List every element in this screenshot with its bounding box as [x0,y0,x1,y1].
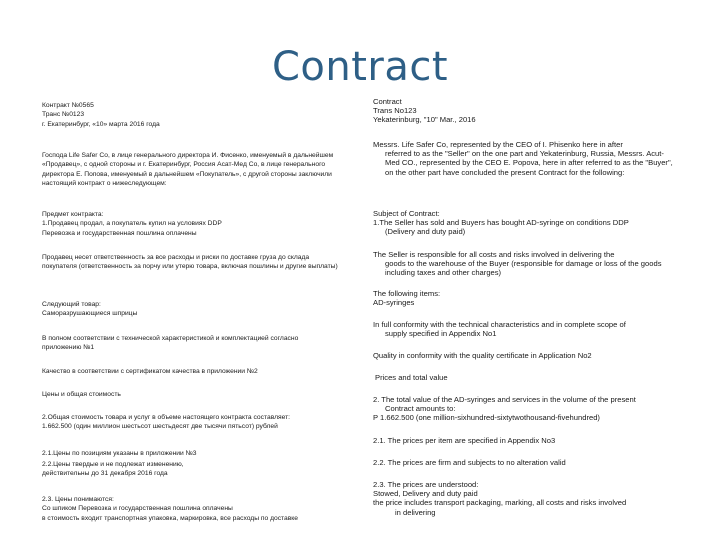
en-place-date: Yekaterinburg, "10" Mar., 2016 [373,115,476,125]
en-p22 [373,458,673,467]
ru-place-date: г. Екатеринбург, «10» марта 2016 года [42,120,160,128]
en-resp-rest: goods to the warehouse of the Buyer (responsible for damage or loss of the goods including taxes and other charges) [385,259,662,278]
en-subject [373,209,673,237]
ru-contract-number: Контракт №0565 [42,102,94,109]
en-p23-line3: the price includes transport packaging, marking, all costs and risks involved [373,498,627,508]
en-total [373,395,673,423]
page-title: Contract [271,44,449,90]
ru-parties-text: Господа Life Safer Co, в лице генерального директора И. Фисенко, именуемый в дальнейшем «Продавец», с одной стороны и г. Екатеринбург, Россия Асат-Мед Со, в лице генерального директора Е. Попова, именуемый в дальнейшем «Покупатель», с другой стороны заключили настоящий контракт о нижеследующем: [42,152,334,188]
en-total-line1: 2. The total value of the AD-syringes and services in the volume of the present [373,395,636,404]
ru-items [42,300,354,319]
ru-quality-text: Качество в соответствии с сертификатом качества в приложении №2 [42,368,258,375]
en-items [373,289,673,307]
en-p21 [373,436,673,445]
en-items-heading: The following items: [373,289,441,298]
en-p23-rest: in delivering [395,507,436,517]
ru-p22-line1: 2.2.Цены твердые и не подлежат изменению, [42,461,184,468]
en-total-rest: Contract amounts to: [385,404,456,414]
en-header [373,97,673,125]
ru-total [42,413,354,432]
en-subject-line1: 1.The Seller has sold and Buyers has bought AD-syringe on conditions DDP [373,218,629,228]
ru-total-line1: 2.Общая стоимость товара и услуг в объеме настоящего контракта составляет: [42,414,291,421]
en-contract-label: Contract [373,97,402,106]
ru-items-value: Саморазрушающиеся шприцы [42,310,138,318]
ru-subject-line2: Перевозка и государственная пошлина оплачены [42,229,197,237]
ru-responsibility [42,253,338,272]
en-parties-rest: referred to as the "Seller" on the one part and Yekaterinburg, Russia, Messrs. Acut-Med CO., represented by the CEO E. Popova, here in after referred to as the "Buyer", on the other part have concluded the present Contract for the following: [385,149,673,177]
ru-prices-heading-text: Цены и общая стоимость [42,391,121,398]
ru-p21-text: 2.1.Цены по позициям указаны в приложении №3 [42,450,197,457]
ru-p22 [42,460,354,479]
ru-p23-line3: в стоимость входит транспортная упаковка, маркировка, все расходы по доставке [42,514,299,522]
ru-trans-number: Транс №0123 [42,111,85,119]
ru-p22-line2: действительны до 31 декабря 2016 года [42,470,168,478]
en-p23 [373,480,673,517]
ru-items-heading: Следующий товар: [42,301,101,308]
en-p23-line2: Stowed, Delivery and duty paid [373,489,478,499]
en-items-value: AD-syringes [373,298,415,308]
en-prices-heading [373,373,675,382]
en-subject-rest: (Delivery and duty paid) [385,227,466,237]
ru-subject-line1: 1.Продавец продал, а покупатель купил на условиях DDP [42,220,222,228]
ru-conformity-text: В полном соответствии с технической характеристикой и комплектацией согласно приложению №1 [42,335,299,352]
en-trans-number: Trans No123 [373,106,417,116]
en-total-amount: P 1.662.500 (one million-sixhundred-sixtytwothousand-fivehundred) [373,413,600,423]
ru-p23-line2: Со шпиком Перевозка и государственная пошлина оплачены [42,505,233,513]
ru-conformity [42,334,338,353]
en-conf-line1: In full conformity with the technical characteristics and in complete scope of [373,320,626,329]
en-subject-heading: Subject of Contract: [373,209,440,218]
ru-p21 [42,449,354,458]
en-quality-text: Quality in conformity with the quality certificate in Application No2 [373,351,592,360]
en-conformity [373,320,673,338]
en-p23-line1: 2.3. The prices are understood: [373,480,479,489]
en-parties-line1: Messrs. Life Safer Co, represented by the CEO of I. Phisenko here in after [373,140,623,149]
en-quality [373,351,673,360]
ru-responsibility-text: Продавец несет ответственность за все расходы и риски по доставке груза до склада покупателя (ответственность за порчу или утерю товара, включая пошлины и другие выплаты) [42,254,338,271]
ru-parties [42,151,342,189]
en-parties [373,140,673,177]
en-responsibility [373,250,673,278]
ru-p23 [42,495,354,523]
en-conf-rest: supply specified in Appendix No1 [385,329,497,339]
ru-header [42,101,354,129]
ru-p23-line1: 2.3. Цены понимаются: [42,496,114,503]
ru-quality [42,367,354,376]
en-p22-text: 2.2. The prices are firm and subjects to no alteration valid [373,458,566,467]
ru-prices-heading [42,390,354,399]
ru-total-line2: 1.662.500 (один миллион шестьсот шестьдесят две тысячи пятьсот) рублей [42,423,278,431]
ru-subject-heading: Предмет контракта: [42,211,104,218]
ru-subject [42,210,354,238]
en-resp-line1: The Seller is responsible for all costs and risks involved in delivering the [373,250,615,259]
en-p21-text: 2.1. The prices per item are specified in Appendix No3 [373,436,556,445]
en-prices-heading-text: Prices and total value [375,373,448,382]
